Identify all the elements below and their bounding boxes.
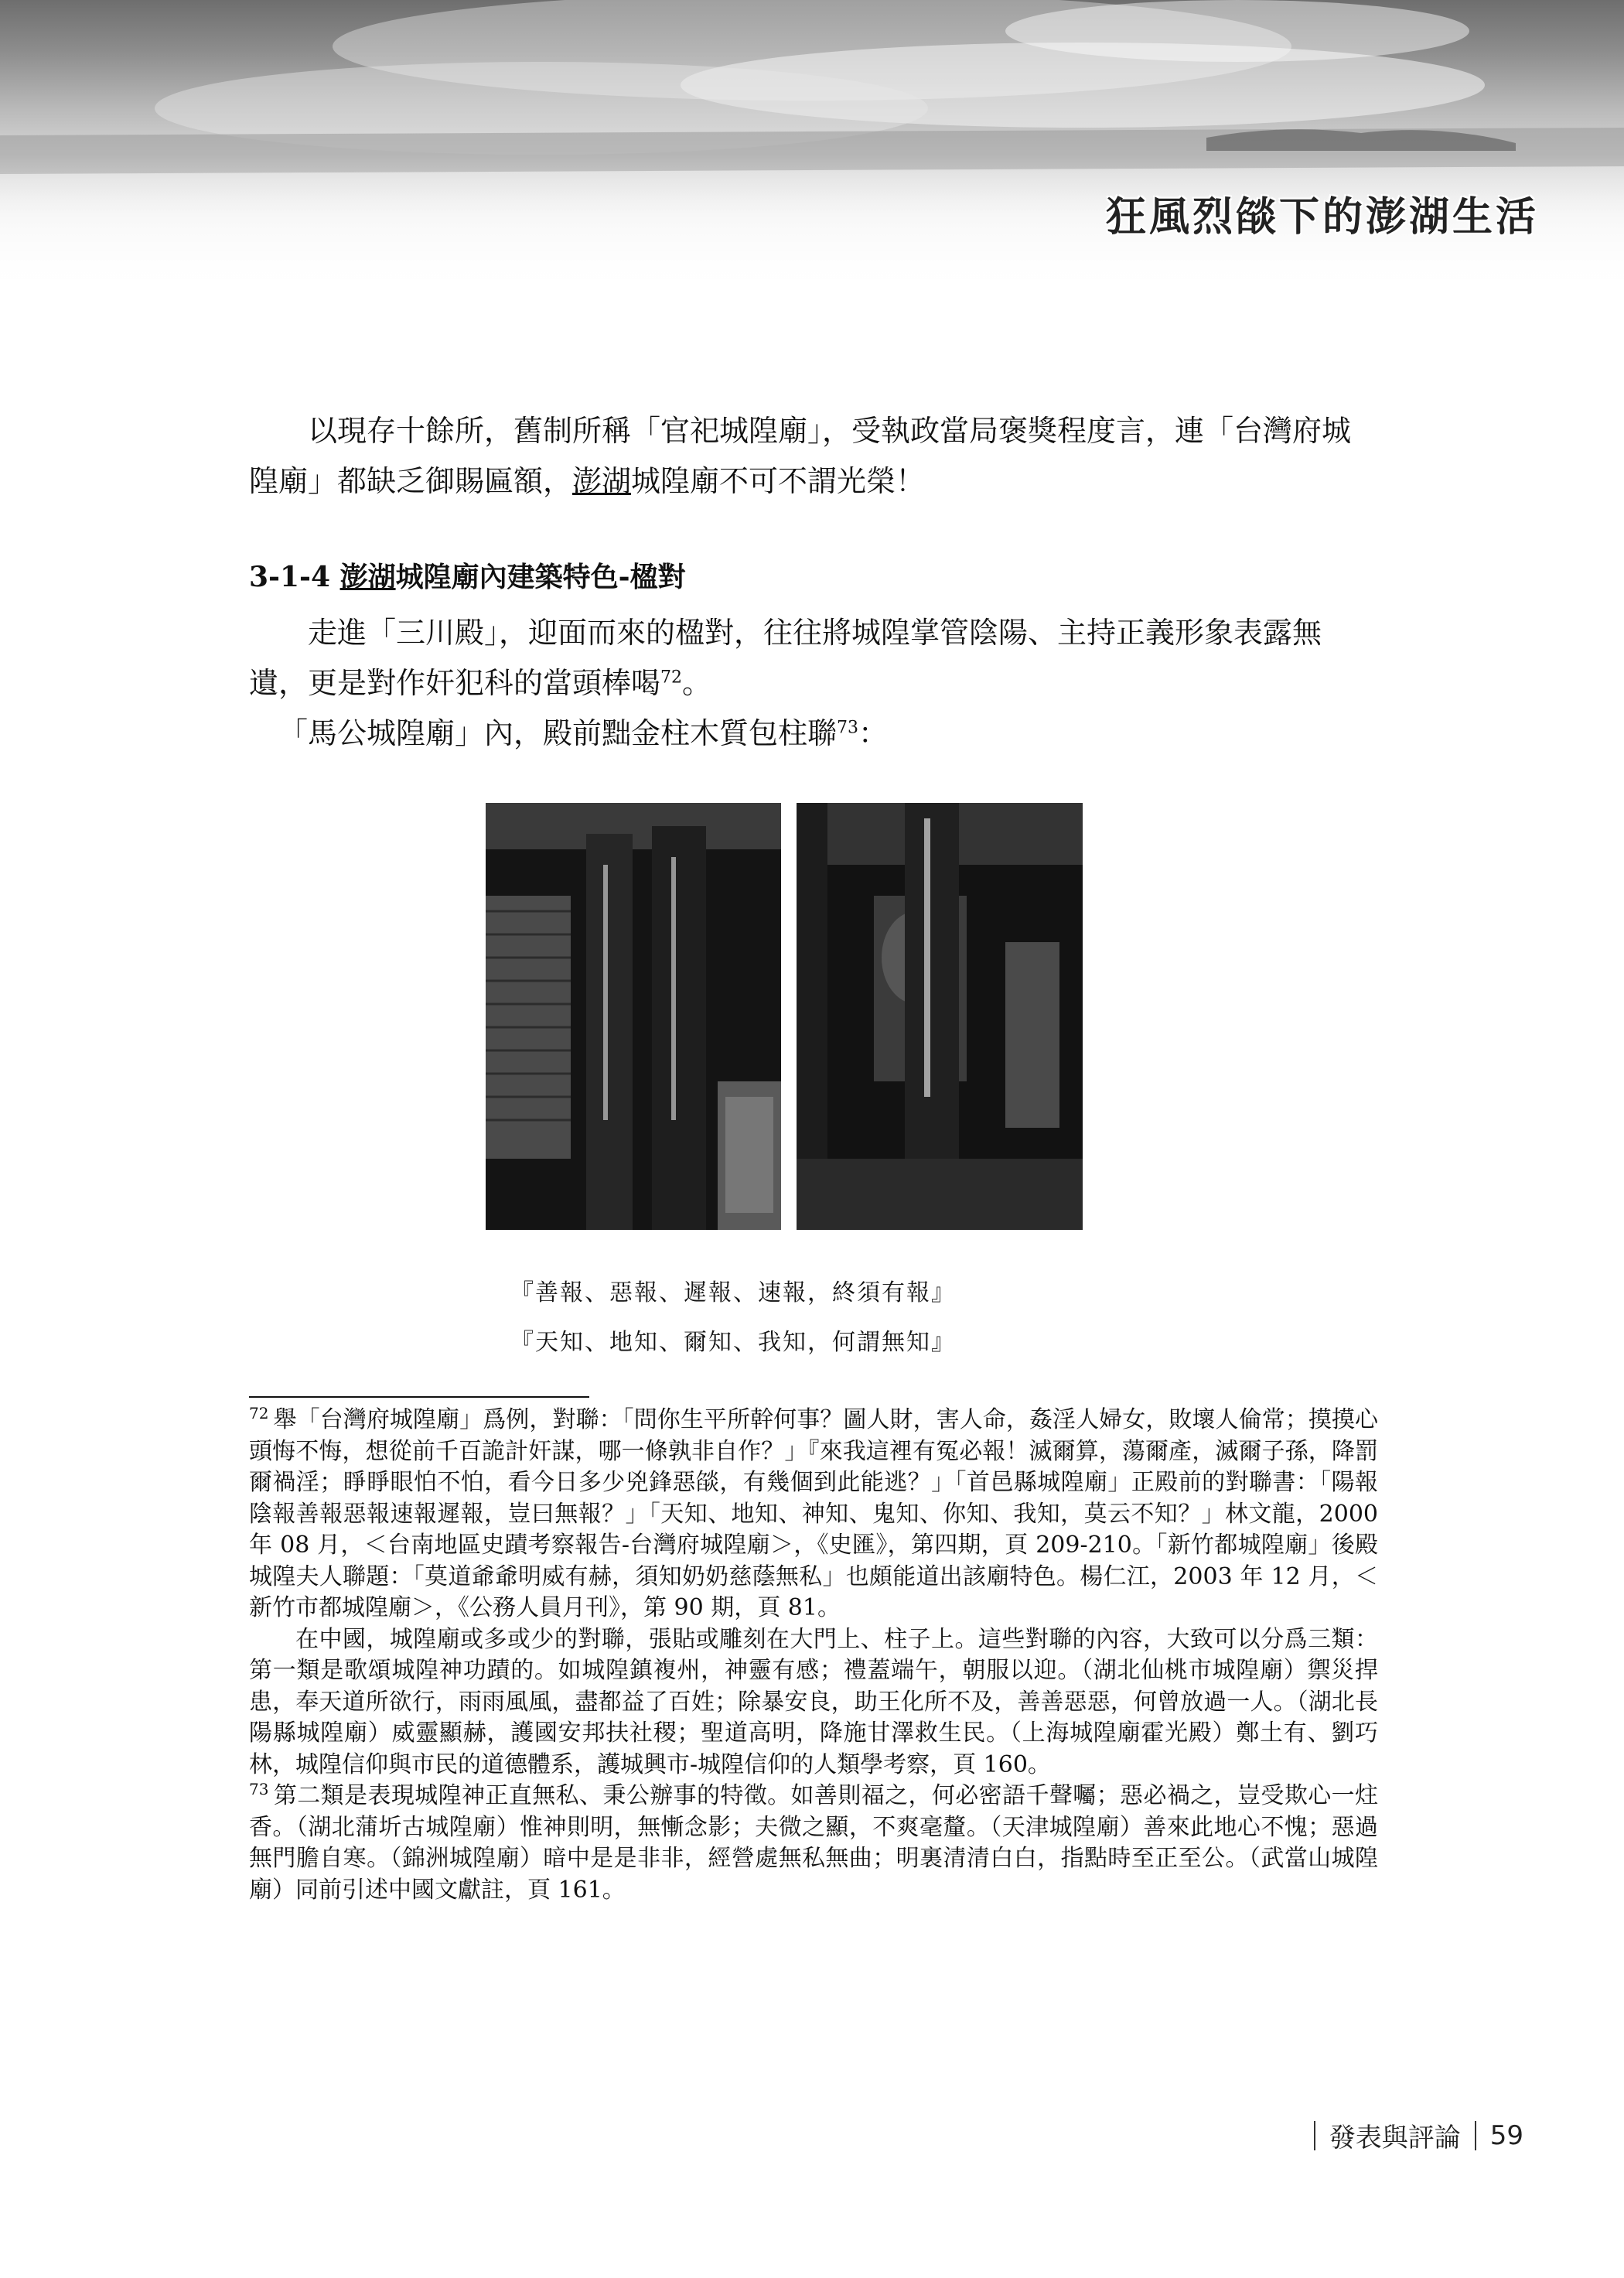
footnote-72-continued: 在中國，城隍廟或多或少的對聯，張貼或雕刻在大門上、柱子上。這些對聯的內容，大致可以分爲三類：第一類是歌頌城隍神功蹟的。如城隍鎮複州，神靈有感；禮蓋端午，朝服以迎。（湖北仙桃市城隍廟）禦災捍患，奉天道所欲行，雨雨風風，盡都益了百姓；除暴安良，助王化所不及，善善惡惡，何曾放過一人。（湖北長陽縣城隍廟）威靈顯赫，護國安邦扶社稷；聖道高明，降施甘澤救生民。（上海城隍廟霍光殿）鄭土有、劉巧林，城隍信仰與市民的道德體系，護城興市-城隍信仰的人類學考察，頁 160。 (249, 1625, 1378, 1778)
footnotes (249, 1405, 1378, 1906)
text-span: 「馬公城隍廟」內，殿前黜金柱木質包柱聯 (278, 716, 838, 750)
footnote-ref-72[interactable]: 72 (660, 668, 683, 688)
footer-section-name: 發表與評論 (1329, 2123, 1461, 2153)
text-span: 以現存十餘所，舊制所稱「官祀城隍廟」，受執政當局褒獎程度言，連「台灣府城隍廟」都缺乏御賜匾額， (249, 414, 1352, 498)
couplet-caption-2: 『天知、地知、爾知、我知，何謂無知』 (510, 1329, 956, 1356)
footer-divider (1314, 2121, 1315, 2150)
underlined-place-name: 澎湖 (339, 561, 396, 593)
photo-right-image (797, 803, 1083, 1230)
footnote-text: 第二類是表現城隍神正直無私、秉公辦事的特徵。如善則福之，何必密語千聲囑；惡必禍之，豈受欺心一炷香。（湖北蒲圻古城隍廟）惟神則明，無慚念影；夫微之顯，不爽毫釐。（天津城隍廟）善來此地心不愧；惡過無門膽自寒。（錦洲城隍廟）暗中是是非非，經營處無私無曲；明裏清清白白，指點時至正至公。（武當山城隍廟）同前引述中國文獻註，頁 161。 (249, 1782, 1378, 1904)
text-span: 走進「三川殿」，迎面而來的楹對，往往將城隍掌管陰陽、主持正義形象表露無遺，更是對作奸犯科的當頭棒喝 (249, 616, 1322, 700)
text-span: ： (858, 716, 889, 750)
temple-pillar-photo-right (797, 803, 1083, 1230)
section-heading (249, 555, 686, 595)
sky-sea-photo (0, 0, 1624, 286)
couplet-caption-1: 『善報、惡報、遲報、速報，終須有報』 (510, 1279, 956, 1306)
footer-divider (1475, 2121, 1476, 2150)
footnote-ref-73[interactable]: 73 (837, 718, 859, 738)
text-span: 城隍廟不可不謂光榮！ (631, 464, 926, 498)
text-span: 。 (682, 666, 712, 700)
footnote-separator (249, 1396, 589, 1398)
header-banner (0, 0, 1624, 286)
underlined-place-name: 澎湖 (572, 464, 632, 498)
footnote-text: 舉「台灣府城隍廟」爲例，對聯：「問你生平所幹何事？圖人財，害人命，姦淫人婦女，敗壞人倫常；摸摸心頭悔不悔，想從前千百詭計奸謀，哪一條孰非自作？」『來我這裡有冤必報！滅爾算，蕩爾產，滅爾子孫，降罰爾禍淫；睜睜眼怕不怕，看今日多少兇鋒惡燄，有幾個到此能逃？」「首邑縣城隍廟」正殿前的對聯書：「陽報陰報善報惡報速報遲報，豈曰無報？」「天知、地知、神知、鬼知、你知、我知，莫云不知？」林文龍，2000 年 08 月，＜台南地區史蹟考察報告-台灣府城隍廟＞，《史匯》，第四期，頁 209-210。「新竹都城隍廟」後殿城隍夫人聯題：「莫道爺爺明威有赫，須知奶奶慈蔭無私」也頗能道出該廟特色。楊仁江，2003 年 12 月，＜新竹市都城隍廟＞，《公務人員月刊》，第 90 期，頁 81。 (249, 1406, 1378, 1621)
body-paragraph-3 (249, 709, 1378, 759)
footnote-number: 72 (249, 1404, 269, 1422)
section-number: 3-1-4 (249, 561, 340, 593)
temple-pillar-photo-left (486, 803, 781, 1230)
body-paragraph-1 (249, 406, 1378, 507)
page-number: 59 (1489, 2119, 1523, 2151)
body-paragraph-2 (249, 608, 1378, 709)
running-header-title: 狂風烈燄下的澎湖生活 (1105, 194, 1539, 241)
page-footer (1314, 2116, 1523, 2154)
footnote-72 (249, 1405, 1378, 1624)
section-title: 城隍廟內建築特色-楹對 (395, 561, 686, 593)
photo-left-image (486, 803, 781, 1230)
footnote-73 (249, 1781, 1378, 1906)
footnote-number: 73 (249, 1780, 269, 1798)
